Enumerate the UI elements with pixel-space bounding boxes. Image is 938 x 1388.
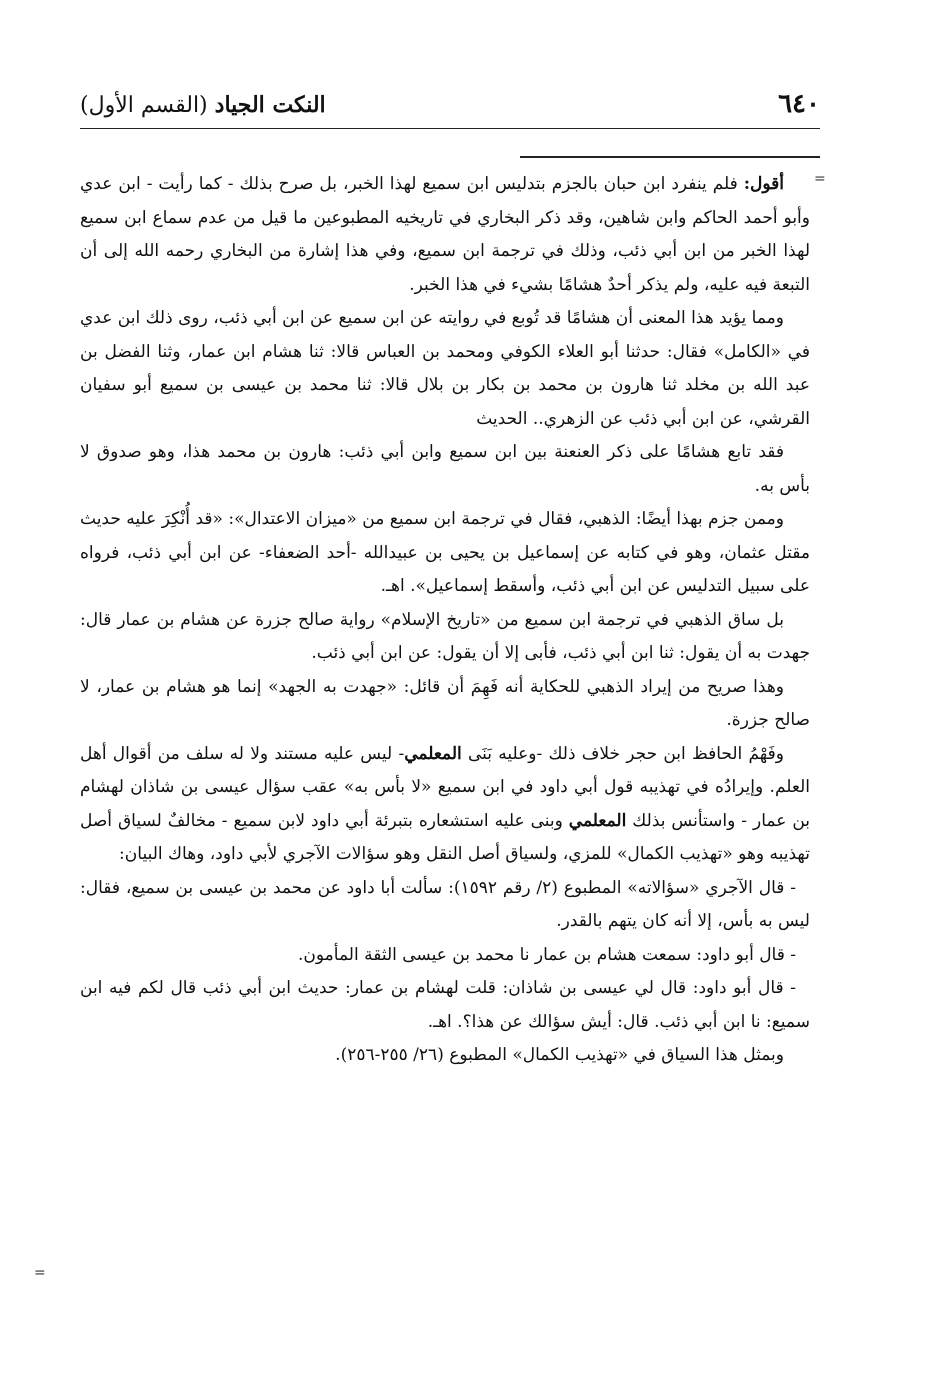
paragraph-6: وهذا صريح من إيراد الذهبي للحكاية أنه فَهِمَ أن قائل: «جهدت به الجهد» إنما هو هشام بن عمار، لا صالح جزرة. bbox=[80, 676, 810, 730]
running-title-sub: (القسم الأول) bbox=[80, 93, 208, 118]
list-item-1: - قال الآجري «سؤالاته» المطبوع (٢/ رقم ١٥٩٢): سألت أبا داود عن محمد بن عيسى بن سميع، فقال: ليس به بأس، إلا أنه كان يتهم بالقدر. bbox=[80, 877, 810, 931]
author-name: المعلمي bbox=[404, 743, 462, 764]
list-item-2: - قال أبو داود: سمعت هشام بن عمار نا محمد بن عيسى الثقة المأمون. bbox=[298, 944, 796, 965]
paragraph-1 bbox=[80, 168, 810, 302]
paragraph-text: وبنى عليه استشعاره بتبرئة أبي داود لابن سميع - مخالفٌ لسياق أصل تهذيبه وهو «تهذيب الكمال» للمزي، ولسياق أصل النقل وهو سؤالات الآجري لأبي داود، وهاك البيان: bbox=[80, 810, 810, 864]
page-number: ٦٤٠ bbox=[778, 89, 820, 119]
page-header bbox=[80, 88, 820, 122]
paragraph-text: - ليس عليه مستند ولا له سلف من أقوال أهل العلم. وإيرادُه في تهذيبه قول أبي داود في ابن سميع «لا بأس به» عقب سؤال عيسى بن شاذان لهشام بن عمار - واستأنس بذلك bbox=[80, 743, 810, 831]
paragraph-4: وممن جزم بهذا أيضًا: الذهبي، فقال في ترجمة ابن سميع من «ميزان الاعتدال»: «قد أُنْكِرَ عليه حديث مقتل عثمان، وهو في كتابه عن إسماعيل بن يحيى بن عبيدالله -أحد الضعفاء- عن ابن أبي ذئب، فرواه على سبيل التدليس عن ابن أبي ذئب، وأسقط إسماعيل». اهـ. bbox=[80, 509, 810, 596]
author-name: المعلمي bbox=[568, 810, 627, 831]
paragraph-2: ومما يؤيد هذا المعنى أن هشامًا قد تُوبع في روايته عن ابن سميع عن ابن أبي ذئب، روى ذلك ابن عدي في «الكامل» فقال: حدثنا أبو العلاء الكوفي ومحمد بن العباس قالا: ثنا هشام ابن عمار، وثنا الفضل بن عبد الله بن مخلد ثنا هارون بن محمد بن بكار بن بلال قالا: ثنا محمد بن عيسى بن سميع أبو سفيان القرشي، عن ابن أبي ذئب عن الزهري.. الحديث bbox=[80, 308, 810, 429]
paragraph-text: وفَهْمُ الحافظ ابن حجر خلاف ذلك -وعليه بَنَى bbox=[461, 743, 784, 764]
list-item-3: - قال أبو داود: قال لي عيسى بن شاذان: قلت لهشام بن عمار: حديث ابن أبي ذئب قال لكم فيه ابن سميع: نا ابن أبي ذئب. قال: أيش سؤالك عن هذا؟. اهـ. bbox=[80, 978, 810, 1032]
paragraph-8: وبمثل هذا السياق في «تهذيب الكمال» المطبوع (٢٦/ ٢٥٥-٢٥٦). bbox=[335, 1045, 784, 1065]
paragraph-text: فلم ينفرد ابن حبان بالجزم بتدليس ابن سميع لهذا الخبر، بل صرح بذلك - كما رأيت - ابن عدي وأبو أحمد الحاكم وابن شاهين، وقد ذكر البخاري في تاريخيه المطبوعين ما قيل من عدم سماع ابن سميع لهذا الخبر من ابن أبي ذئب، وذلك في ترجمة ابن سميع، وفي هذا إشارة من البخاري رحمه الله إلى أن التبعة فيه عليه، ولم يذكر أحدٌ هشامًا بشيء في هذا الخبر. bbox=[80, 174, 810, 295]
paragraph-3: فقد تابع هشامًا على ذكر العنعنة بين ابن سميع وابن أبي ذئب: هارون بن محمد هذا، وهو صدوق لا بأس به. bbox=[80, 442, 810, 496]
footnote-text bbox=[80, 168, 810, 1073]
paragraph-lead: أقول: bbox=[743, 174, 784, 194]
margin-mark-bottom: = bbox=[34, 1265, 46, 1281]
running-title bbox=[80, 90, 326, 121]
paragraph-5: بل ساق الذهبي في ترجمة ابن سميع من «تاريخ الإسلام» رواية صالح جزرة عن هشام بن عمار قال: جهدت به أن يقول: ثنا ابن أبي ذئب، فأبى إلا أن يقول: عن ابن أبي ذئب. bbox=[80, 609, 810, 663]
running-title-main: النكت الجياد bbox=[214, 92, 326, 118]
continuation-rule bbox=[520, 156, 820, 158]
margin-mark-top: = bbox=[814, 171, 826, 187]
header-rule bbox=[80, 128, 820, 129]
paragraph-7 bbox=[80, 738, 810, 872]
